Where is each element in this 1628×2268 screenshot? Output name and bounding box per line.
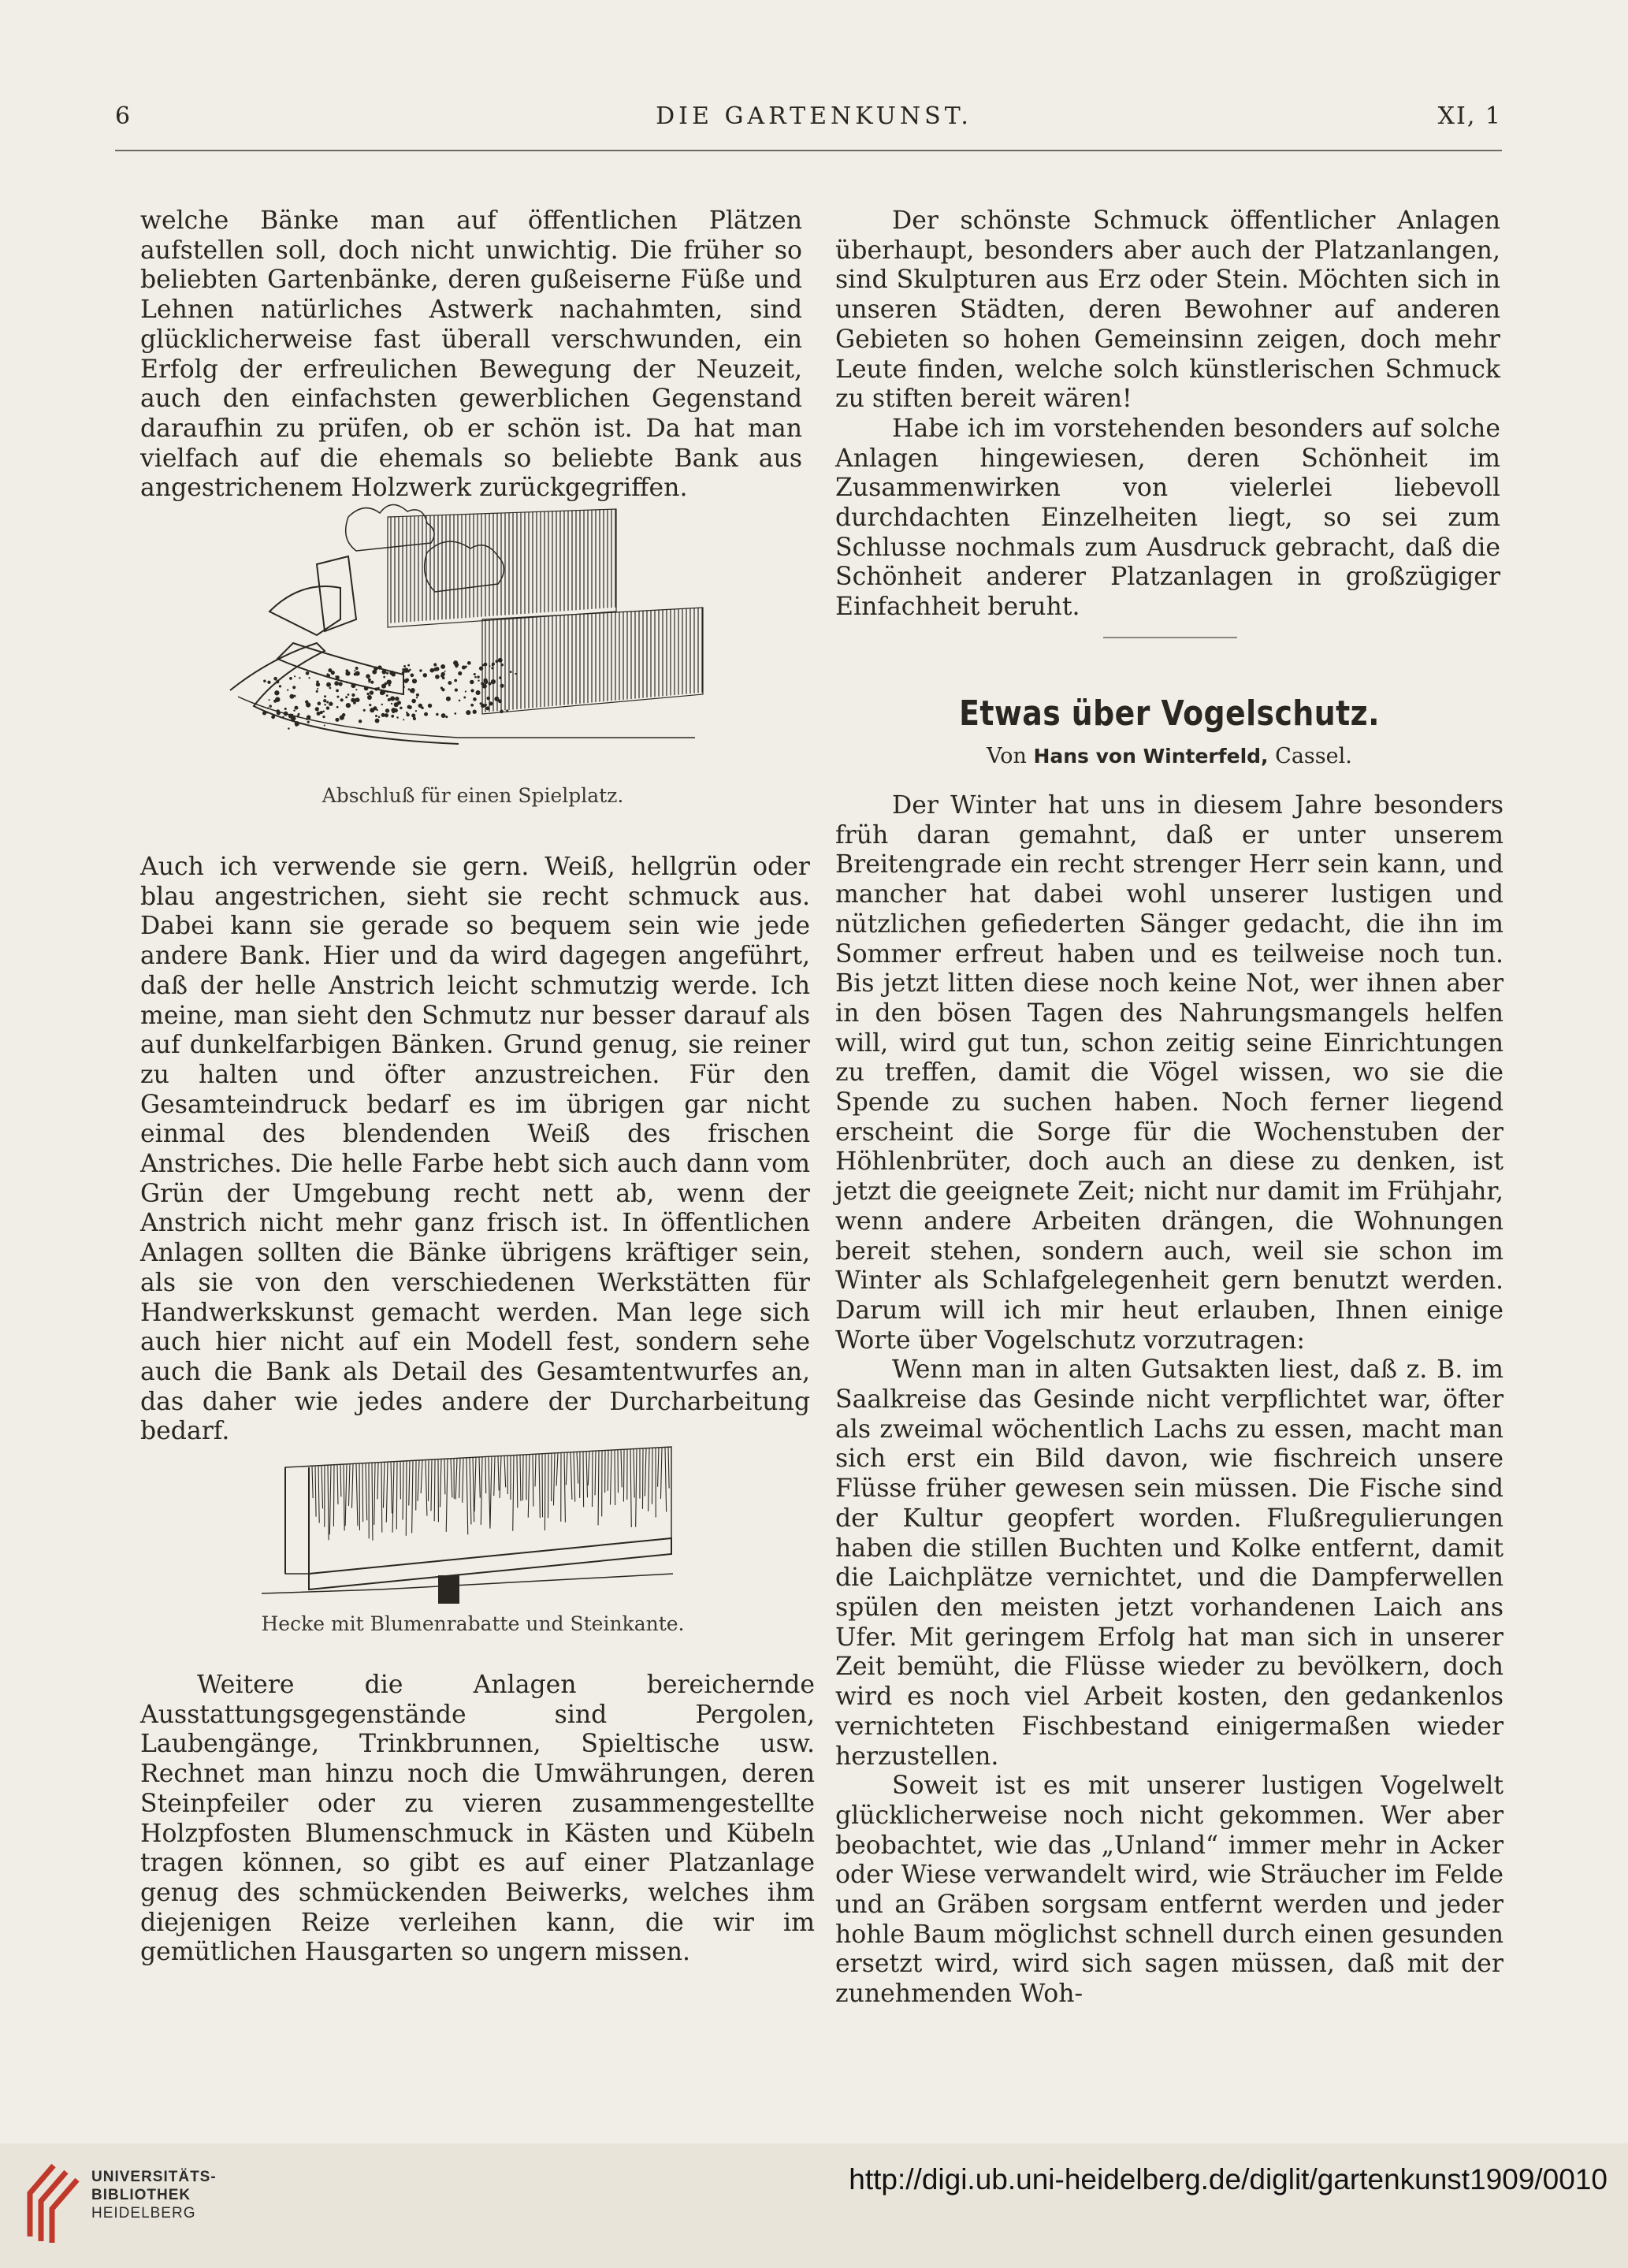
source-url-link[interactable]: http://digi.ub.uni-heidelberg.de/diglit/gartenkunst1909/0010 [849, 2163, 1608, 2195]
right-column-article [835, 791, 1503, 2010]
library-name-line: UNIVERSITÄTS- [91, 2169, 217, 2185]
figure-caption: Hecke mit Blumenrabatte und Steinkante. [261, 1612, 685, 1635]
byline-prefix: Von [987, 744, 1027, 768]
section-divider [1103, 637, 1237, 638]
journal-title: DIE GARTENKUNST. [656, 102, 972, 130]
article-title: Etwas über Vogelschutz. [959, 693, 1380, 734]
header-rule [115, 150, 1502, 151]
paragraph: Auch ich verwende sie gern. Weiß, hellgrün oder blau angestrichen, sieht sie recht schmuck aus. Dabei kann sie gerade so bequem sein wie jede andere Bank. Hier und da wird dagegen angeführt, daß der helle Anstrich leicht schmutzig werde. Ich meine, man sieht den Schmutz nur besser darauf als auf dunkelfarbigen Bänken. Grund genug, sie reiner zu halten und öfter anzustreichen. Für den Gesamteindruck bedarf es im übrigen gar nicht einmal des blendenden Weiß des frischen Anstriches. Die helle Farbe hebt sich auch dann vom Grün der Umgebung recht nett ab, wenn der Anstrich nicht mehr ganz frisch ist. In öffentlichen Anlagen sollten die Bänke übrigens kräftiger sein, als sie von den verschiedenen Werkstätten für Handwerkskunst gemacht werden. Man lege sich auch hier nicht auf ein Modell fest, sondern sehe auch die Bank als Detail des Gesamtentwurfes an, das daher wie jedes andere der Durcharbeitung bedarf. [140, 853, 810, 1446]
left-column-top [140, 206, 802, 504]
library-name-line: HEIDELBERG [91, 2205, 196, 2222]
playground-enclosure-illustration [222, 493, 727, 745]
byline-author: Hans von Winterfeld, [1033, 745, 1269, 768]
right-column-top [835, 206, 1500, 623]
figure-caption: Abschluß für einen Spielplatz. [322, 784, 624, 807]
byline-place: Cassel. [1275, 744, 1352, 768]
library-name-line: BIBLIOTHEK [91, 2187, 191, 2203]
paragraph: Habe ich im vorstehenden besonders auf solche Anlagen hingewiesen, deren Schönheit im Zusammenwirken von vielerlei liebevoll durchdachten Einzelheiten liegt, so sei zum Schlusse nochmals zum Ausdruck gebracht, daß die Schönheit anderer Platzanlagen in großzügiger Einfachheit beruht. [835, 414, 1500, 622]
paragraph: Der Winter hat uns in diesem Jahre besonders früh daran gemahnt, daß er unter unserem Breitengrade ein recht strenger Herr sein kann, und mancher hat dabei wohl unserer lustigen und nützlichen gefiederten Sänger gedacht, die ihn im Sommer erfreut haben und es teilweise noch tun. Bis jetzt litten diese noch keine Not, wer ihnen aber in den bösen Tagen des Nahrungsmangels helfen will, wird gut tun, schon zeitig seine Einrichtungen zu treffen, damit die Vögel wissen, wo sie die Spende zu suchen haben. Noch ferner liegend erscheint die Sorge für die Wochenstuben der Höhlenbrüter, doch auch an diese zu denken, ist jetzt die geeignete Zeit; nicht nur damit im Frühjahr, wenn andere Arbeiten drängen, die Wohnungen bereit stehen, sondern auch, weil sie schon im Winter als Schlafgelegenheit gern benutzt werden. Darum will ich mir heut erlauben, Ihnen einige Worte über Vogelschutz vorzutragen: [835, 791, 1503, 1355]
hedge-with-flower-border-illustration [262, 1436, 673, 1604]
article-byline [835, 744, 1503, 768]
library-logo-icon [22, 2158, 82, 2246]
paragraph: Weitere die Anlagen bereichernde Ausstattungsgegenstände sind Pergolen, Laubengänge, Trinkbrunnen, Spieltische usw. Rechnet man hinzu noch die Umwährungen, deren Steinpfeiler oder zu vieren zusammengestellte Holzpfosten Blumenschmuck in Kästen und Kübeln tragen können, so gibt es auf einer Platzanlage genug des schmückenden Beiwerks, welches ihm diejenigen Reize verleihen kann, die wir im gemütlichen Hausgarten so ungern missen. [140, 1671, 815, 1967]
page-number: 6 [115, 102, 132, 130]
library-footer [0, 2143, 1628, 2268]
left-column-middle [140, 853, 810, 1447]
paragraph: Wenn man in alten Gutsakten liest, daß z. B. im Saalkreise das Gesinde nicht verpflichtet war, öfter als zweimal wöchentlich Lachs zu essen, macht man sich erst ein Bild davon, wie fischreich unsere Flüsse früher gewesen sein müssen. Die Fische sind der Kultur geopfert worden. Flußregulierungen haben die stillen Buchten und Kolke entfernt, damit die Laichplätze vernichtet, und die Dampferwellen spülen den meisten jetzt vorhandenen Laich ans Ufer. Mit geringem Erfolg hat man sich in unserer Zeit bemüht, die Flüsse wieder zu bevölkern, doch wird es noch viel Arbeit kosten, den gedankenlos vernichteten Fischbestand einigermaßen wieder herzustellen. [835, 1355, 1503, 1771]
left-column-bottom [140, 1671, 815, 1968]
paragraph: Der schönste Schmuck öffentlicher Anlagen überhaupt, besonders aber auch der Platzanlangen, sind Skulpturen aus Erz oder Stein. Möchten sich in unseren Städten, deren Bewohner auf anderen Gebieten so hohen Gemeinsinn zeigen, doch mehr Leute finden, welche solch künstlerischen Schmuck zu stiften bereit wären! [835, 206, 1500, 414]
paragraph: welche Bänke man auf öffentlichen Plätzen aufstellen soll, doch nicht unwichtig. Die früher so beliebten Gartenbänke, deren gußeiserne Füße und Lehnen natürliches Astwerk nachahmten, sind glücklicherweise fast überall verschwunden, ein Erfolg der erfreulichen Bewegung der Neuzeit, auch den einfachsten gewerblichen Gegenstand daraufhin zu prüfen, ob er schön ist. Da hat man vielfach auf die ehemals so beliebte Bank aus angestrichenem Holzwerk zurückgegriffen. [140, 206, 802, 503]
paragraph: Soweit ist es mit unserer lustigen Vogelwelt glücklicherweise noch nicht gekommen. Wer aber beobachtet, wie das „Unland“ immer mehr in Acker oder Wiese verwandelt wird, wie Sträucher im Felde und an Gräben sorgsam entfernt werden und jeder hohle Baum möglichst schnell durch einen gesunden ersetzt wird, wird sich sagen müssen, daß mit der zunehmenden Woh- [835, 1772, 1503, 2009]
volume-number: XI, 1 [1437, 102, 1502, 130]
